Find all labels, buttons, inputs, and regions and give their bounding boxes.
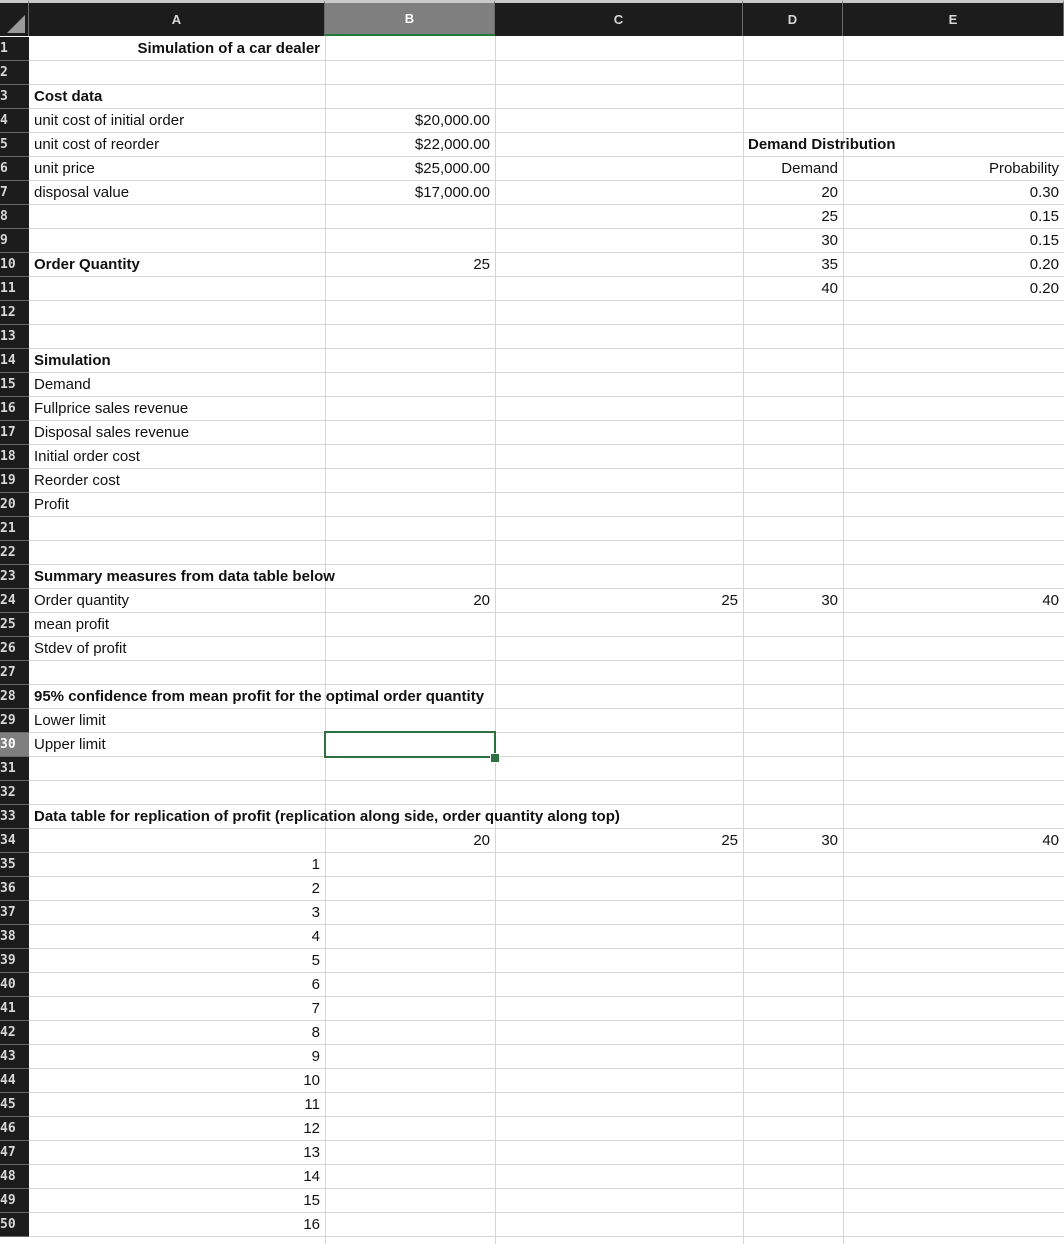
cell-a41[interactable]: 7 <box>311 1000 320 1017</box>
cell-d8[interactable]: 25 <box>821 208 838 225</box>
row-header-1[interactable]: 1 <box>0 37 29 61</box>
row-header-10[interactable]: 10 <box>0 253 29 277</box>
cell-d10[interactable]: 35 <box>821 256 838 273</box>
cell-a38[interactable]: 4 <box>311 928 320 945</box>
cell-a35[interactable]: 1 <box>311 856 320 873</box>
row-header-43[interactable]: 43 <box>0 1045 29 1069</box>
row-header-50[interactable]: 50 <box>0 1213 29 1237</box>
active-cell-selection[interactable] <box>324 731 496 758</box>
cell-d7[interactable]: 20 <box>821 184 838 201</box>
cell-a33[interactable]: Data table for replication of profit (replication along side, order quantity along top) <box>34 808 620 825</box>
gridline-horizontal <box>29 540 1064 541</box>
row-header-38[interactable]: 38 <box>0 925 29 949</box>
cell-b10[interactable]: 25 <box>473 256 490 273</box>
column-header-d[interactable]: D <box>743 0 843 36</box>
row-header-28[interactable]: 28 <box>0 685 29 709</box>
cell-a23[interactable]: Summary measures from data table below <box>34 568 335 585</box>
row-header-22[interactable]: 22 <box>0 541 29 565</box>
cell-a3[interactable]: Cost data <box>34 88 103 105</box>
cell-a7[interactable]: disposal value <box>34 184 130 201</box>
row-header-20[interactable]: 20 <box>0 493 29 517</box>
row-header-24[interactable]: 24 <box>0 589 29 613</box>
cell-a46[interactable]: 12 <box>303 1120 320 1137</box>
cell-b6[interactable]: $25,000.00 <box>414 160 490 177</box>
row-header-30[interactable]: 30 <box>0 733 29 757</box>
cell-a20[interactable]: Profit <box>34 496 70 513</box>
row-header-26[interactable]: 26 <box>0 637 29 661</box>
column-header-c[interactable]: C <box>495 0 743 36</box>
gridline-vertical <box>495 36 496 1244</box>
cell-a24[interactable]: Order quantity <box>34 592 130 609</box>
cell-a36[interactable]: 2 <box>311 880 320 897</box>
row-header-46[interactable]: 46 <box>0 1117 29 1141</box>
cell-e11[interactable]: 0.20 <box>1029 280 1059 297</box>
gridline-horizontal <box>29 780 1064 781</box>
row-header-23[interactable]: 23 <box>0 565 29 589</box>
cell-a1[interactable]: Simulation of a car dealer <box>137 40 320 57</box>
cell-a30[interactable]: Upper limit <box>34 736 106 753</box>
cell-a14[interactable]: Simulation <box>34 352 111 369</box>
row-header-45[interactable]: 45 <box>0 1093 29 1117</box>
row-header-36[interactable]: 36 <box>0 877 29 901</box>
cell-e6[interactable]: Probability <box>988 160 1059 177</box>
row-header-15[interactable]: 15 <box>0 373 29 397</box>
row-header-41[interactable]: 41 <box>0 997 29 1021</box>
cell-c24[interactable]: 25 <box>721 592 738 609</box>
row-header-2[interactable]: 2 <box>0 61 29 85</box>
row-header-17[interactable]: 17 <box>0 421 29 445</box>
cell-e34[interactable]: 40 <box>1042 832 1059 849</box>
row-header-44[interactable]: 44 <box>0 1069 29 1093</box>
cell-a15[interactable]: Demand <box>34 376 91 393</box>
cell-e8[interactable]: 0.15 <box>1029 208 1059 225</box>
cell-a16[interactable]: Fullprice sales revenue <box>34 400 189 417</box>
cell-d5[interactable]: Demand Distribution <box>748 136 896 153</box>
cell-d9[interactable]: 30 <box>821 232 838 249</box>
row-header-13[interactable]: 13 <box>0 325 29 349</box>
cell-d24[interactable]: 30 <box>821 592 838 609</box>
column-header-b[interactable]: B <box>325 0 495 36</box>
cell-d6[interactable]: Demand <box>781 160 838 177</box>
row-header-9[interactable]: 9 <box>0 229 29 253</box>
row-header-16[interactable]: 16 <box>0 397 29 421</box>
row-header-18[interactable]: 18 <box>0 445 29 469</box>
cell-a50[interactable]: 16 <box>303 1216 320 1233</box>
row-header-34[interactable]: 34 <box>0 829 29 853</box>
select-all-corner[interactable] <box>0 0 29 36</box>
row-header-31[interactable]: 31 <box>0 757 29 781</box>
row-header-6[interactable]: 6 <box>0 157 29 181</box>
row-header-25[interactable]: 25 <box>0 613 29 637</box>
cell-b24[interactable]: 20 <box>473 592 490 609</box>
cell-e24[interactable]: 40 <box>1042 592 1059 609</box>
row-header-7[interactable]: 7 <box>0 181 29 205</box>
cell-a26[interactable]: Stdev of profit <box>34 640 127 657</box>
row-header-21[interactable]: 21 <box>0 517 29 541</box>
row-header-4[interactable]: 4 <box>0 109 29 133</box>
row-header-3[interactable]: 3 <box>0 85 29 109</box>
cell-a4[interactable]: unit cost of initial order <box>34 112 185 129</box>
row-header-48[interactable]: 48 <box>0 1165 29 1189</box>
row-header-5[interactable]: 5 <box>0 133 29 157</box>
cell-a28[interactable]: 95% confidence from mean profit for the optimal order quantity <box>34 688 485 705</box>
row-header-32[interactable]: 32 <box>0 781 29 805</box>
select-all-triangle-icon <box>7 15 25 33</box>
row-header-37[interactable]: 37 <box>0 901 29 925</box>
row-header-39[interactable]: 39 <box>0 949 29 973</box>
cell-a49[interactable]: 15 <box>303 1192 320 1209</box>
cell-e7[interactable]: 0.30 <box>1029 184 1059 201</box>
row-header-27[interactable]: 27 <box>0 661 29 685</box>
gridline-vertical <box>325 36 326 1244</box>
row-header-49[interactable]: 49 <box>0 1189 29 1213</box>
cell-a5[interactable]: unit cost of reorder <box>34 136 160 153</box>
row-header-8[interactable]: 8 <box>0 205 29 229</box>
cell-b34[interactable]: 20 <box>473 832 490 849</box>
cell-a42[interactable]: 8 <box>311 1024 320 1041</box>
row-header-33[interactable]: 33 <box>0 805 29 829</box>
cell-a43[interactable]: 9 <box>311 1048 320 1065</box>
cell-e10[interactable]: 0.20 <box>1029 256 1059 273</box>
row-header-47[interactable]: 47 <box>0 1141 29 1165</box>
gridline-horizontal <box>29 324 1064 325</box>
cell-d11[interactable]: 40 <box>821 280 838 297</box>
row-header-11[interactable]: 11 <box>0 277 29 301</box>
cell-e9[interactable]: 0.15 <box>1029 232 1059 249</box>
cell-d34[interactable]: 30 <box>821 832 838 849</box>
cell-a40[interactable]: 6 <box>311 976 320 993</box>
row-header-12[interactable]: 12 <box>0 301 29 325</box>
cell-c34[interactable]: 25 <box>721 832 738 849</box>
cell-a19[interactable]: Reorder cost <box>34 472 120 489</box>
cell-b5[interactable]: $22,000.00 <box>414 136 490 153</box>
cell-a47[interactable]: 13 <box>303 1144 320 1161</box>
column-header-a[interactable]: A <box>29 0 325 36</box>
cell-a29[interactable]: Lower limit <box>34 712 106 729</box>
row-header-40[interactable]: 40 <box>0 973 29 997</box>
cell-a25[interactable]: mean profit <box>34 616 110 633</box>
fill-handle[interactable] <box>490 753 500 763</box>
row-header-19[interactable]: 19 <box>0 469 29 493</box>
cell-a44[interactable]: 10 <box>303 1072 320 1089</box>
row-header-35[interactable]: 35 <box>0 853 29 877</box>
cell-a17[interactable]: Disposal sales revenue <box>34 424 190 441</box>
column-header-e[interactable]: E <box>843 0 1064 36</box>
cell-a48[interactable]: 14 <box>303 1168 320 1185</box>
cell-a39[interactable]: 5 <box>311 952 320 969</box>
row-header-29[interactable]: 29 <box>0 709 29 733</box>
cell-a37[interactable]: 3 <box>311 904 320 921</box>
row-header-42[interactable]: 42 <box>0 1021 29 1045</box>
cell-a10[interactable]: Order Quantity <box>34 256 140 273</box>
cell-a18[interactable]: Initial order cost <box>34 448 140 465</box>
cell-a6[interactable]: unit price <box>34 160 95 177</box>
row-header-14[interactable]: 14 <box>0 349 29 373</box>
cell-b7[interactable]: $17,000.00 <box>414 184 490 201</box>
cell-b4[interactable]: $20,000.00 <box>414 112 490 129</box>
cell-a45[interactable]: 11 <box>304 1096 320 1113</box>
